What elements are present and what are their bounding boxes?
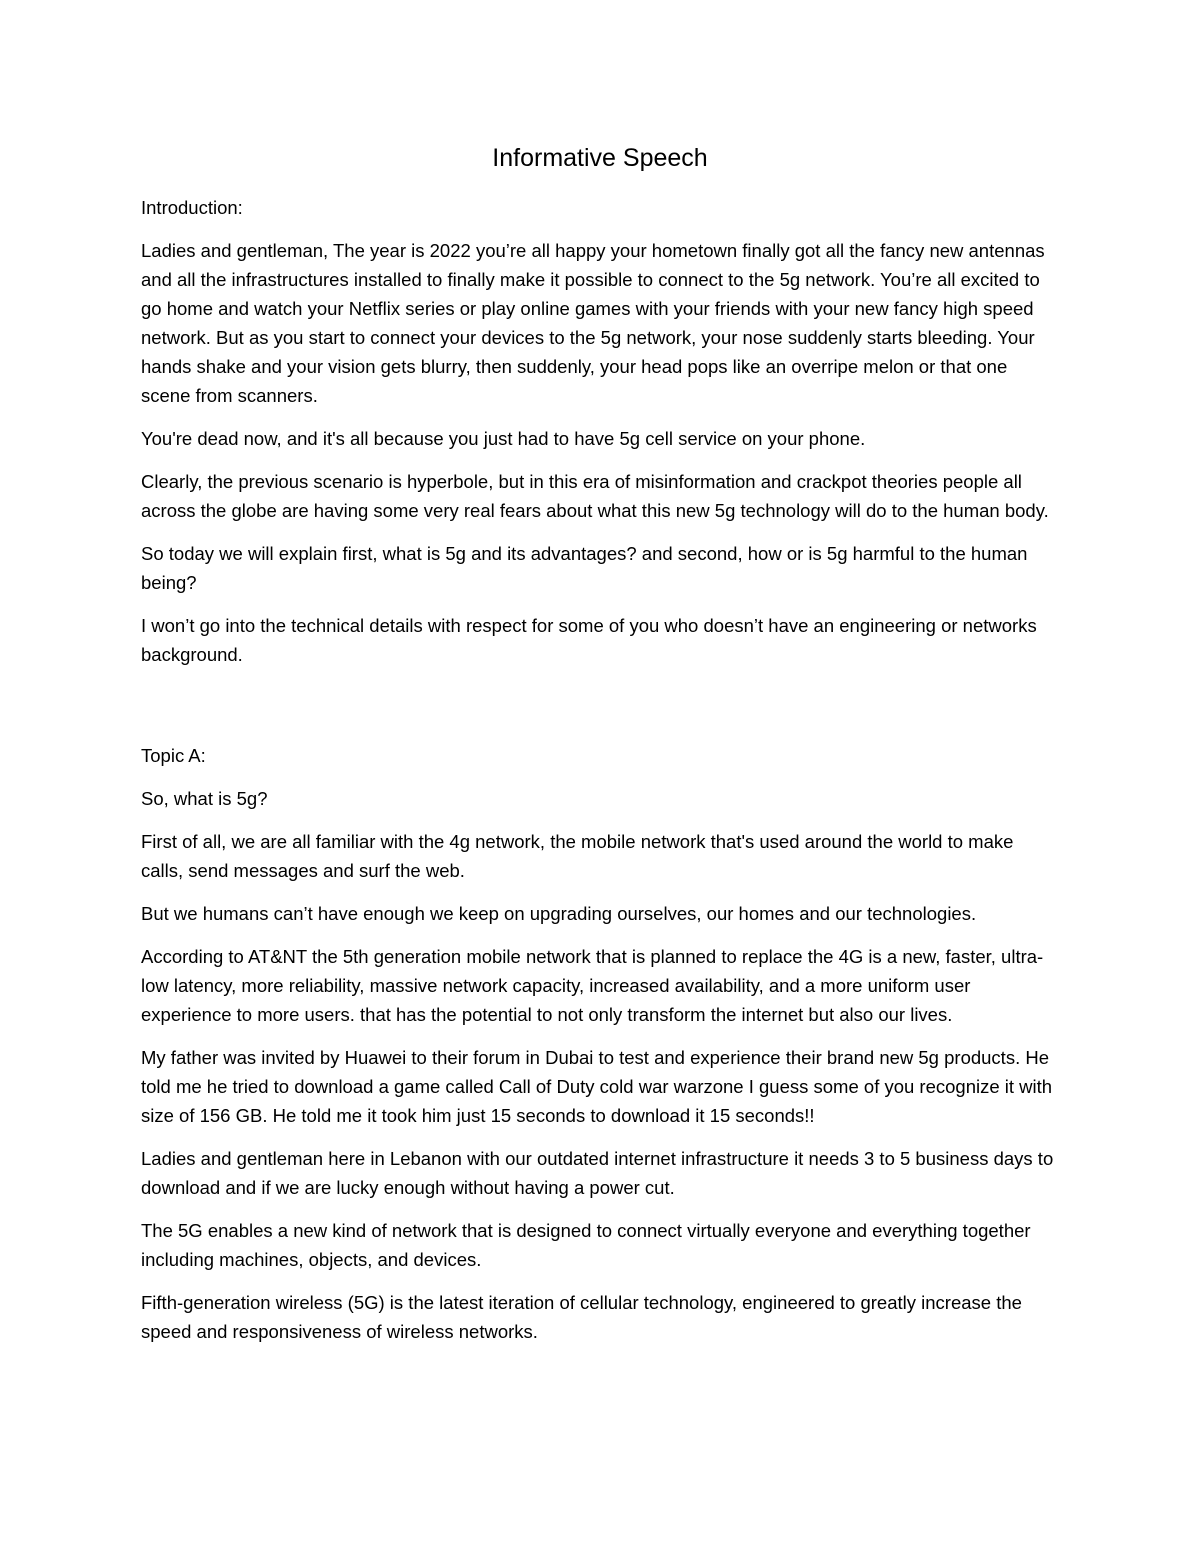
topic-paragraph: First of all, we are all familiar with the 4g network, the mobile network that's used around the world to make calls, send messages and surf the web. — [141, 831, 1014, 881]
topic-paragraph: My father was invited by Huawei to their forum in Dubai to test and experience their brand new 5g products. He told me he tried to download a game called Call of Duty cold war warzone I guess some of you recognize it with size of 156 GB. He told me it took him just 15 seconds to download it 15 seconds!! — [141, 1047, 1053, 1126]
topic-paragraph: According to AT&NT the 5th generation mobile network that is planned to replace the 4G is a new, faster, ultra-low latency, more reliability, massive network capacity, increased availability, and a more uniform user experience to more users. that has the potential to not only transform the internet but also our lives. — [141, 946, 1044, 1025]
intro-paragraph: Clearly, the previous scenario is hyperbole, but in this era of misinformation and crackpot theories people all across the globe are having some very real fears about what this new 5g technology will do to the human body. — [141, 471, 1049, 521]
intro-paragraph: I won’t go into the technical details with respect for some of you who doesn’t have an engineering or networks background. — [141, 615, 1037, 665]
intro-paragraph: So today we will explain first, what is 5g and its advantages? and second, how or is 5g harmful to the human being? — [141, 543, 1028, 593]
section-label-introduction: Introduction: — [141, 197, 243, 218]
topic-paragraph: So, what is 5g? — [141, 788, 268, 809]
topic-paragraph: Fifth-generation wireless (5G) is the latest iteration of cellular technology, engineered to greatly increase the speed and responsiveness of wireless networks. — [141, 1292, 1022, 1342]
document-title: Informative Speech — [492, 144, 708, 172]
intro-paragraph: You're dead now, and it's all because you just had to have 5g cell service on your phone. — [141, 428, 866, 449]
topic-paragraph: But we humans can’t have enough we keep on upgrading ourselves, our homes and our technologies. — [141, 903, 977, 924]
document-body — [141, 140, 1059, 1360]
intro-paragraph: Ladies and gentleman, The year is 2022 you’re all happy your hometown finally got all the fancy new antennas and all the infrastructures installed to finally make it possible to connect to the 5g network. You’re all excited to go home and watch your Netflix series or play online games with your friends with your new fancy high speed network. But as you start to connect your devices to the 5g network, your nose suddenly starts bleeding. Your hands shake and your vision gets blurry, then suddenly, your head pops like an overripe melon or that one scene from scanners. — [141, 240, 1045, 406]
section-gap — [141, 683, 1059, 741]
section-label-topic-a: Topic A: — [141, 745, 206, 766]
topic-paragraph: Ladies and gentleman here in Lebanon with our outdated internet infrastructure it needs 3 to 5 business days to download and if we are lucky enough without having a power cut. — [141, 1148, 1054, 1198]
topic-paragraph: The 5G enables a new kind of network that is designed to connect virtually everyone and everything together including machines, objects, and devices. — [141, 1220, 1031, 1270]
